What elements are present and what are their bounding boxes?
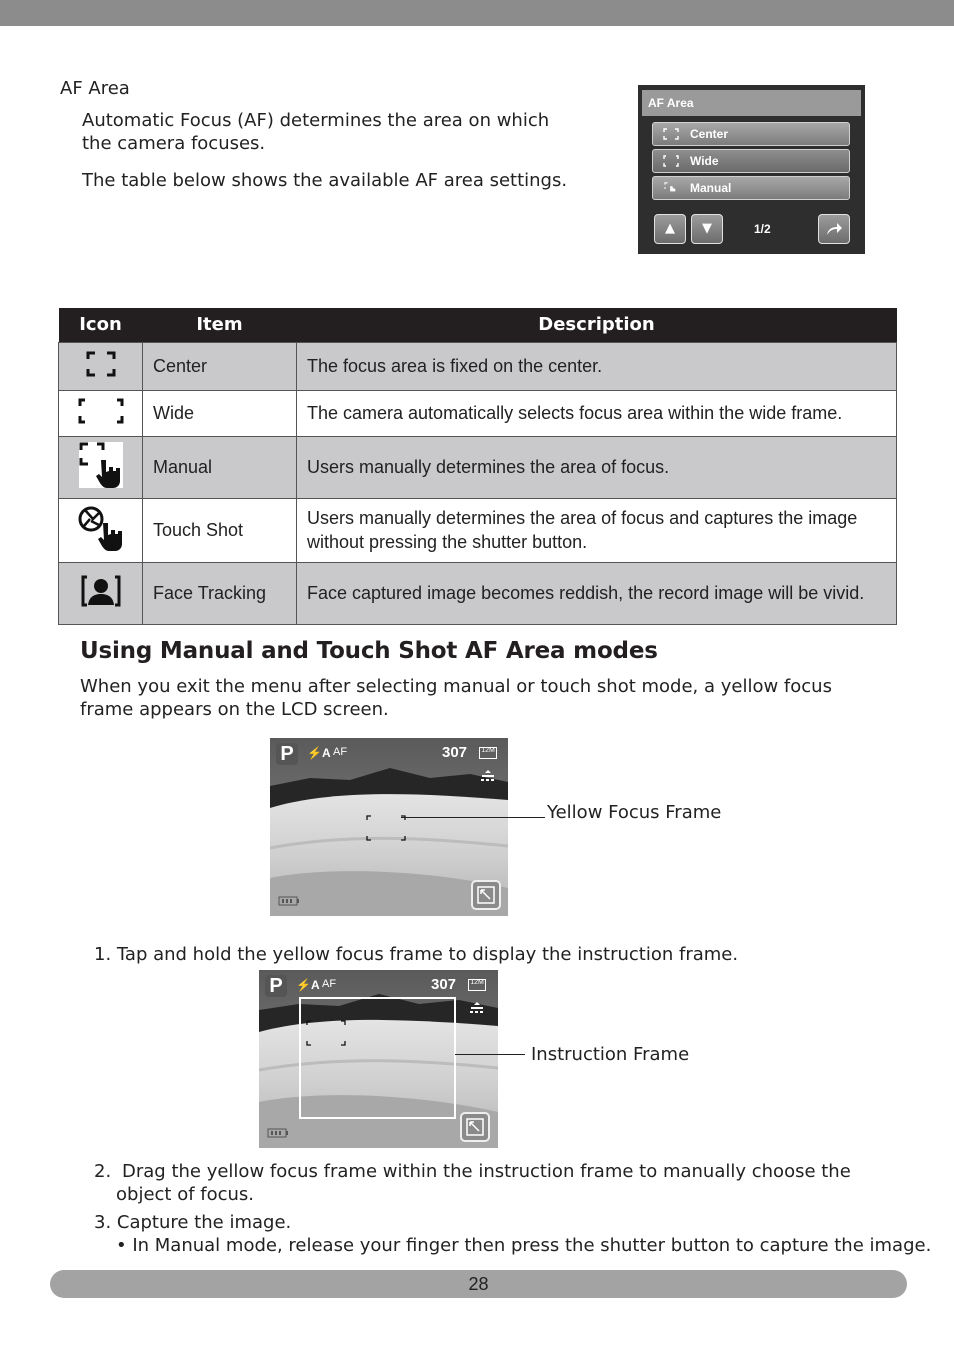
icon-cell <box>59 342 143 390</box>
icon-cell <box>59 390 143 436</box>
header-icon: Icon <box>59 308 143 342</box>
return-button[interactable] <box>818 214 850 244</box>
step-3: 3. Capture the image. <box>94 1212 292 1233</box>
item-cell: Wide <box>143 390 297 436</box>
section-intro: Automatic Focus (AF) determines the area on which the camera focuses. <box>82 110 550 154</box>
quality-icon <box>468 1002 486 1014</box>
menu-item-label: Manual <box>690 181 732 195</box>
description-cell: Face captured image becomes reddish, the record image will be vivid. <box>297 562 897 624</box>
section-title: AF Area <box>60 78 130 99</box>
icon-cell <box>59 562 143 624</box>
manual-focus-icon <box>663 182 679 194</box>
icon-cell <box>59 436 143 498</box>
step-2: Drag the yellow focus frame within the instruction frame to manually choose the object of focus. <box>116 1161 851 1205</box>
quality-icon <box>479 770 497 782</box>
wide-focus-icon <box>78 398 124 424</box>
page-indicator: 1/2 <box>754 222 771 236</box>
description-cell: Users manually determines the area of focus and captures the image without pressing the shutter button. <box>297 498 897 562</box>
lcd-screen-focus-frame <box>270 738 508 916</box>
section-intro-2: The table below shows the available AF area settings. <box>82 170 568 191</box>
step-2-number: 2. <box>94 1161 112 1182</box>
header-description: Description <box>297 308 897 342</box>
flash-auto-indicator: ⚡A <box>307 746 331 760</box>
instruction-frame-callout-line <box>455 1054 525 1055</box>
return-icon <box>825 221 843 237</box>
resize-icon <box>473 882 499 908</box>
menu-item-manual[interactable] <box>652 176 850 200</box>
menu-item-center[interactable] <box>652 122 850 146</box>
shots-remaining: 307 <box>431 976 457 993</box>
down-arrow-button[interactable] <box>691 214 723 244</box>
zoom-button[interactable] <box>471 880 501 910</box>
page-number: 28 <box>468 1274 489 1294</box>
table-row <box>59 342 897 390</box>
image-size-indicator: 12M <box>479 747 497 759</box>
menu-item-label: Wide <box>690 154 719 168</box>
description-cell: The focus area is fixed on the center. <box>297 342 897 390</box>
description-cell: The camera automatically selects focus area within the wide frame. <box>297 390 897 436</box>
af-area-table <box>58 308 897 625</box>
af-indicator: AF <box>322 978 337 990</box>
item-cell: Center <box>143 342 297 390</box>
item-cell: Touch Shot <box>143 498 297 562</box>
menu-item-label: Center <box>690 127 729 141</box>
menu-item-wide[interactable] <box>652 149 850 173</box>
icon-cell <box>59 498 143 562</box>
table-row <box>59 498 897 562</box>
up-arrow-icon: ▲ <box>665 221 675 236</box>
touch-shot-icon <box>77 505 125 551</box>
down-arrow-icon: ▼ <box>702 221 712 236</box>
af-indicator: AF <box>333 746 348 758</box>
image-size-indicator: 12M <box>468 979 486 991</box>
lcd-screen-instruction-frame <box>259 970 498 1148</box>
flash-auto-indicator: ⚡A <box>296 978 320 992</box>
center-focus-icon <box>663 128 679 140</box>
description-cell: Users manually determines the area of focus. <box>297 436 897 498</box>
battery-icon <box>267 1128 289 1138</box>
program-mode-badge: P <box>276 743 298 765</box>
resize-icon <box>462 1114 488 1140</box>
face-tracking-icon <box>81 575 121 607</box>
subsection-title: Using Manual and Touch Shot AF Area modes <box>80 638 658 664</box>
top-bar <box>0 0 954 26</box>
item-cell: Face Tracking <box>143 562 297 624</box>
step-1: 1. Tap and hold the yellow focus frame to display the instruction frame. <box>94 944 739 965</box>
table-row <box>59 436 897 498</box>
focus-frame-callout-line <box>401 817 545 818</box>
up-arrow-button[interactable] <box>654 214 686 244</box>
step-3-bullet: • In Manual mode, release your finger then press the shutter button to capture the image. <box>116 1235 932 1256</box>
table-row <box>59 390 897 436</box>
zoom-button[interactable] <box>460 1112 490 1142</box>
center-focus-icon <box>86 351 116 377</box>
shots-remaining: 307 <box>442 744 468 761</box>
subsection-intro: When you exit the menu after selecting manual or touch shot mode, a yellow focus frame appears on the LCD screen. <box>80 676 832 720</box>
manual-focus-icon <box>79 442 123 488</box>
item-cell: Manual <box>143 436 297 498</box>
table-row <box>59 562 897 624</box>
header-item: Item <box>143 308 297 342</box>
battery-icon <box>278 896 300 906</box>
focus-frame-callout: Yellow Focus Frame <box>547 802 722 823</box>
table-header-row <box>59 308 897 342</box>
program-mode-badge: P <box>265 975 287 997</box>
footer-bar <box>50 1270 907 1298</box>
af-area-menu <box>638 85 865 254</box>
menu-title: AF Area <box>642 90 861 116</box>
wide-focus-icon <box>663 155 679 167</box>
instruction-frame-callout: Instruction Frame <box>531 1044 690 1065</box>
